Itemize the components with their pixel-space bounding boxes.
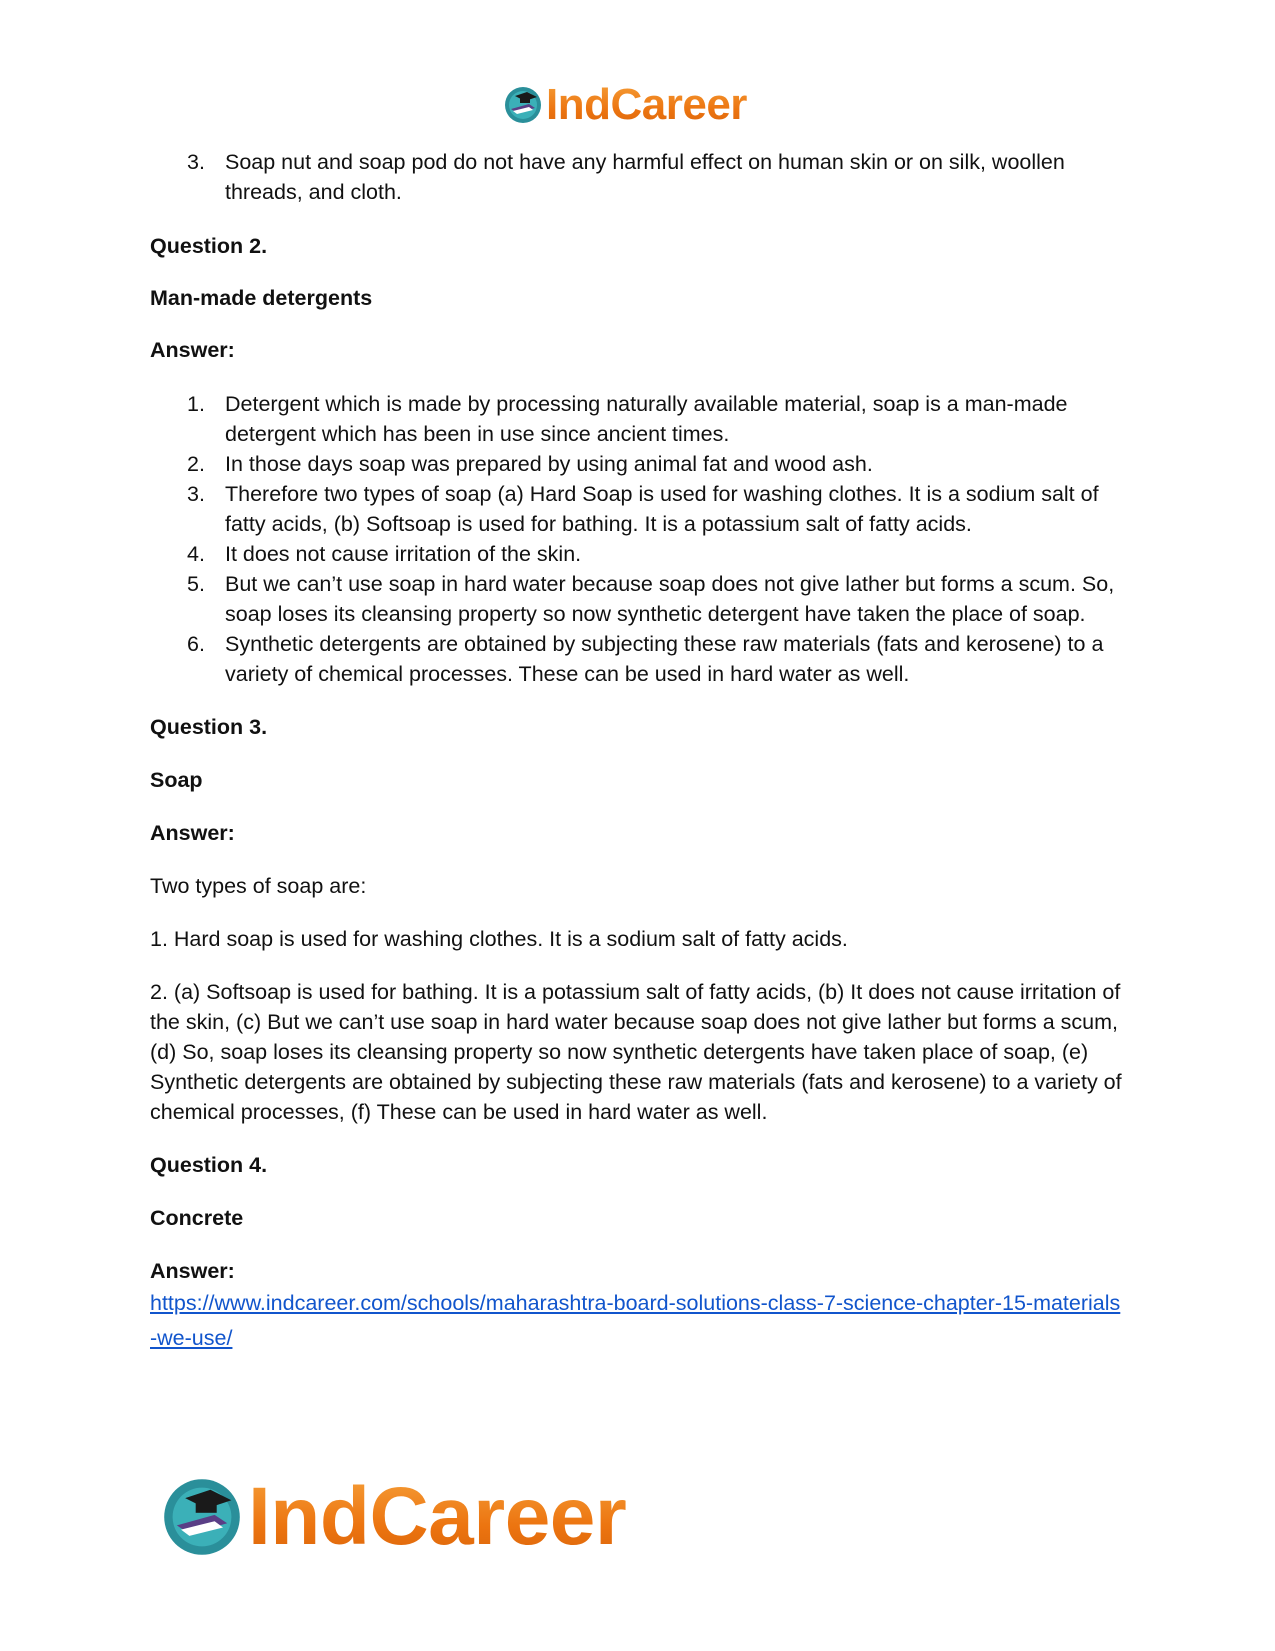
footer-logo (160, 1470, 626, 1564)
question-4-heading: Question 4. (150, 1153, 268, 1177)
question-2-answer-list (150, 389, 1130, 689)
question-2-answer-label: Answer: (150, 338, 235, 362)
list-item: 4. It does not cause irritation of the skin. (187, 542, 582, 566)
source-link[interactable]: https://www.indcareer.com/schools/maharashtra-board-solutions-class-7-science-chapter-15-materials-we-use/ (150, 1291, 1121, 1350)
header-logo-text: IndCareer (546, 80, 747, 129)
question-3-answer-label: Answer: (150, 821, 235, 845)
footer-logo-text: IndCareer (248, 1471, 627, 1562)
question-2-title: Man-made detergents (150, 286, 373, 310)
list-item: 3. Therefore two types of soap (a) Hard Soap is used for washing clothes. It is a sodium salt of fatty acids, (b) Softsoap is used for bathing. It is a potassium salt of fatty acids. (187, 482, 1099, 536)
list-item: 3. Soap nut and soap pod do not have any harmful effect on human skin or on silk, woollen threads, and cloth. (187, 150, 1065, 204)
question-3-paragraph-1: 1. Hard soap is used for washing clothes. It is a sodium salt of fatty acids. (150, 927, 848, 951)
list-item: 1. Detergent which is made by processing naturally available material, soap is a man-made detergent which has been in use since ancient times. (187, 392, 1068, 446)
list-item: 6. Synthetic detergents are obtained by subjecting these raw materials (fats and kerosene) to a variety of chemical processes. These can be used in hard water as well. (187, 632, 1104, 686)
header-logo (503, 80, 747, 130)
continued-list (150, 147, 1130, 207)
question-3-heading: Question 3. (150, 715, 268, 739)
question-3-intro: Two types of soap are: (150, 874, 367, 898)
question-4-title: Concrete (150, 1206, 244, 1230)
question-4-answer-label: Answer: (150, 1259, 235, 1283)
graduation-book-icon (503, 85, 543, 125)
question-3-paragraph-2: 2. (a) Softsoap is used for bathing. It is a potassium salt of fatty acids, (b) It does not cause irritation of the skin, (c) But we can’t use soap in hard water because soap does not give lather but forms a scum, (d) So, soap loses its cleansing property so now synthetic detergents have taken place of soap, (e) Synthetic detergents are obtained by subjecting these raw materials (fats and kerosene) to a variety of chemical processes, (f) These can be used in hard water as well. (150, 980, 1122, 1124)
question-3-title: Soap (150, 768, 203, 792)
list-item: 5. But we can’t use soap in hard water because soap does not give lather but forms a scum. So, soap loses its cleansing property so now synthetic detergent have taken the place of soap. (187, 572, 1115, 626)
list-item: 2. In those days soap was prepared by using animal fat and wood ash. (187, 452, 873, 476)
question-2-heading: Question 2. (150, 234, 268, 258)
graduation-book-icon (160, 1475, 244, 1559)
document-body (150, 147, 1130, 1356)
